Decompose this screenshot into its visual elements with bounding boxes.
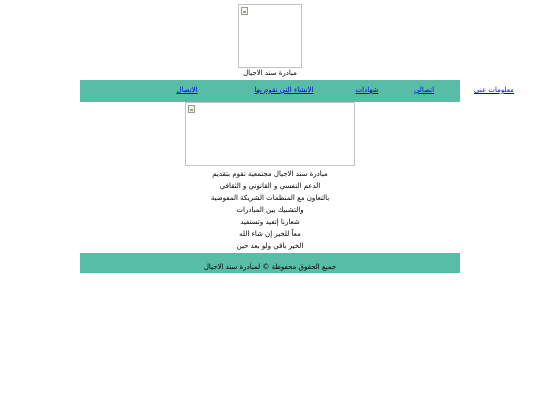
- description-line: الدعم النفسي و القانوني و الثقافي: [219, 182, 321, 190]
- copyright-text: جميع الحقوق محفوظة © لمبادرة سند الاجيال: [203, 263, 337, 271]
- description-line: مبادرة سند الاجيال مجتمعية تقوم بتقديم: [212, 170, 328, 178]
- broken-image-icon: [241, 7, 248, 15]
- description-line: والتشبيك بين المبادرات: [236, 206, 304, 214]
- nav-link-contact[interactable]: اتصالي: [413, 86, 435, 94]
- nav-link-activities[interactable]: الانشاء التي نقوم بها: [254, 86, 314, 94]
- nav-link-about[interactable]: معلومات عنى: [474, 86, 514, 94]
- nav-link-connect[interactable]: الاتصال: [176, 86, 198, 94]
- site-title: مبادرة سند الاجيال: [243, 69, 297, 77]
- broken-image-icon: [188, 105, 195, 113]
- navbar: [80, 80, 514, 102]
- description-line: شعارنا إتفيد وتستفيد: [240, 218, 300, 226]
- nav-link-certificates[interactable]: شهادات: [355, 86, 379, 94]
- description-text: [80, 168, 460, 252]
- description-line: بالتعاون مع المنظمات الشريكة المفوضية: [210, 194, 330, 202]
- description-line: معاً للخير إن شاء الله: [239, 230, 301, 238]
- banner-image: [185, 102, 355, 166]
- logo-image: [238, 4, 302, 68]
- footer: [80, 253, 460, 273]
- description-line: الخير باقي ولو بعد حين: [236, 242, 304, 250]
